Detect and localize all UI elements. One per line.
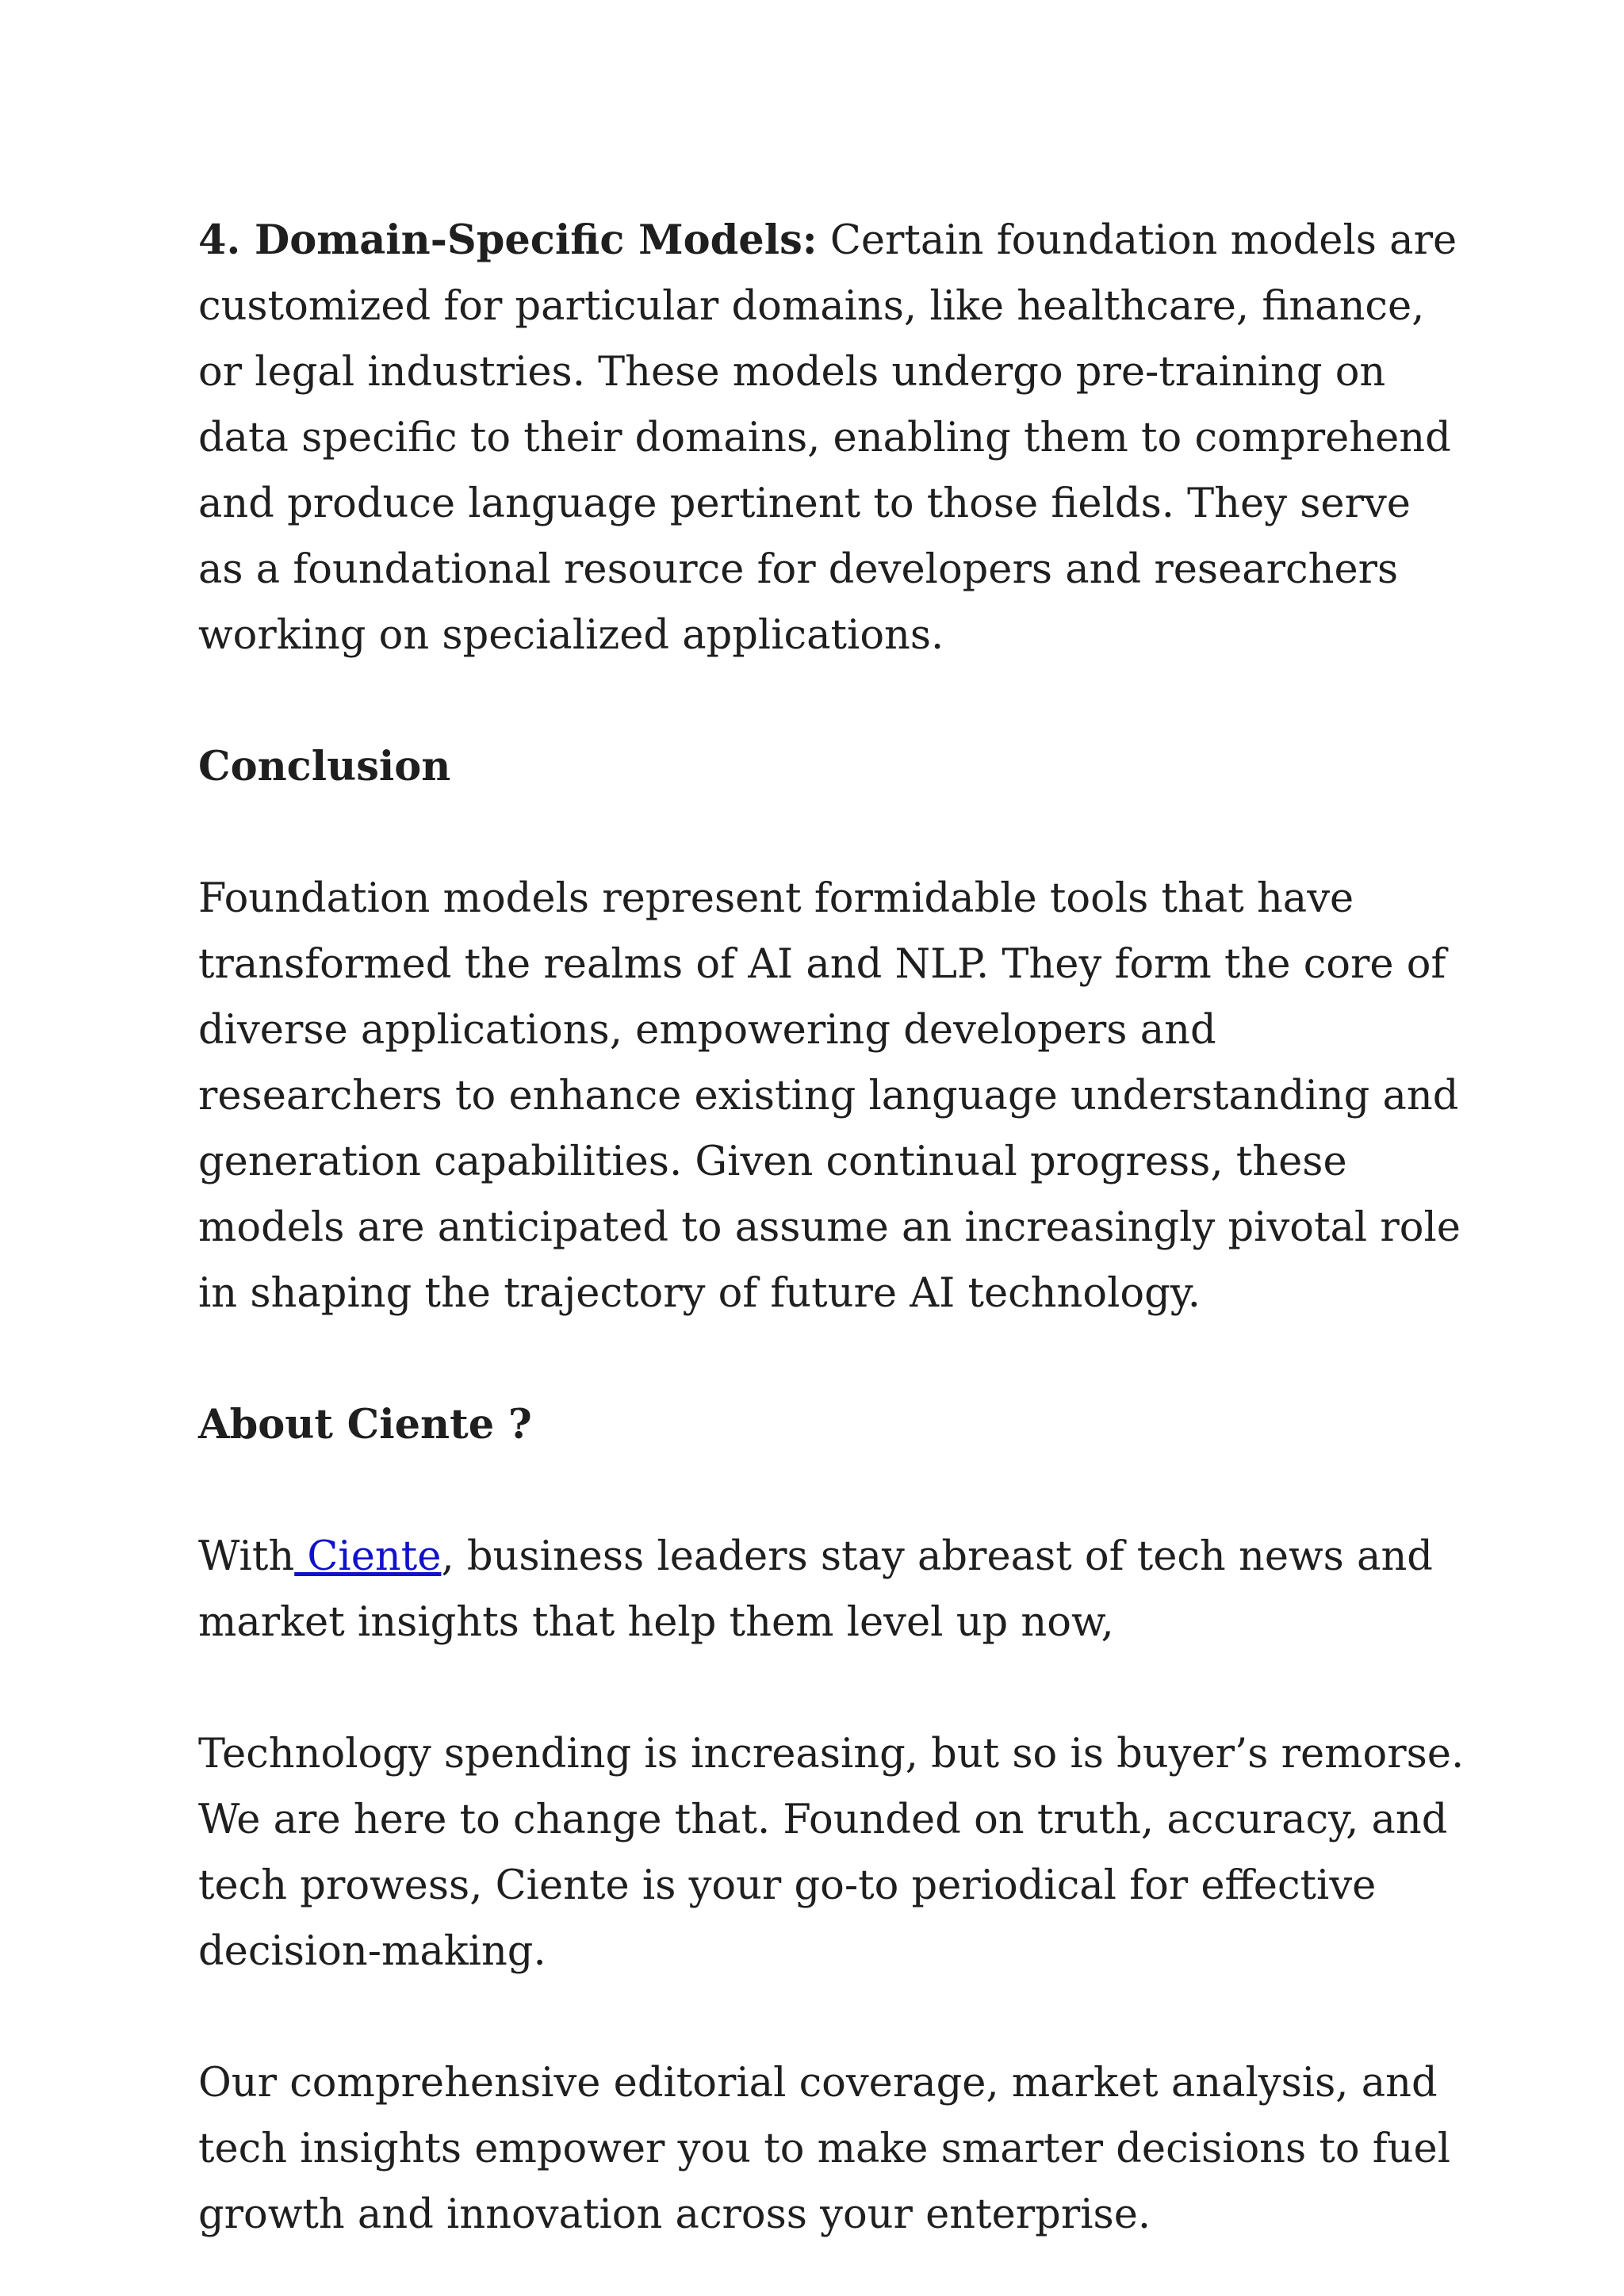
spacer: [198, 1458, 1467, 1524]
spacer: [198, 1326, 1467, 1392]
conclusion-heading: Conclusion: [198, 743, 451, 790]
about-para1-prefix: With: [198, 1533, 295, 1580]
conclusion-paragraph: Foundation models represent formidable tools that have transformed the realms of AI and NLP. They form the core of diverse applications, empowering developers and researchers to enhance existing language understanding and generation capabilities. Given continual progress, these models are anticipated to assume an increasingly pivotal role in shaping the trajectory of future AI technology.: [198, 875, 1461, 1317]
domain-specific-models-lead: 4. Domain-Specific Models:: [198, 216, 818, 264]
about-ciente-heading: About Ciente ?: [198, 1401, 532, 1448]
spacer: [198, 800, 1467, 866]
spacer: [198, 1655, 1467, 1721]
domain-specific-models-paragraph: [198, 208, 1467, 668]
spacer: [198, 1984, 1467, 2050]
ciente-link[interactable]: Ciente: [294, 1533, 442, 1580]
spacer: [198, 668, 1467, 734]
domain-specific-models-text: Certain foundation models are customized for particular domains, like healthcare, finance, or legal industries. These models undergo pre-training on data specific to their domains, enabling them to comprehend and produce language pertinent to those fields. They serve as a foundational resource for developers and researchers working on specialized applications.: [198, 217, 1457, 659]
about-paragraph-3: Our comprehensive editorial coverage, market analysis, and tech insights empower you to make smarter decisions to fuel growth and innovation across your enterprise.: [198, 2060, 1451, 2238]
about-para1-suffix: , business leaders stay abreast of tech news and market insights that help them level up now,: [198, 1533, 1433, 1646]
about-paragraph-1: [198, 1524, 1467, 1655]
document-page: [198, 208, 1467, 2248]
about-paragraph-2: Technology spending is increasing, but so is buyer’s remorse. We are here to change that. Founded on truth, accuracy, and tech prowess, Ciente is your go-to periodical for effective decision-making.: [198, 1731, 1465, 1975]
